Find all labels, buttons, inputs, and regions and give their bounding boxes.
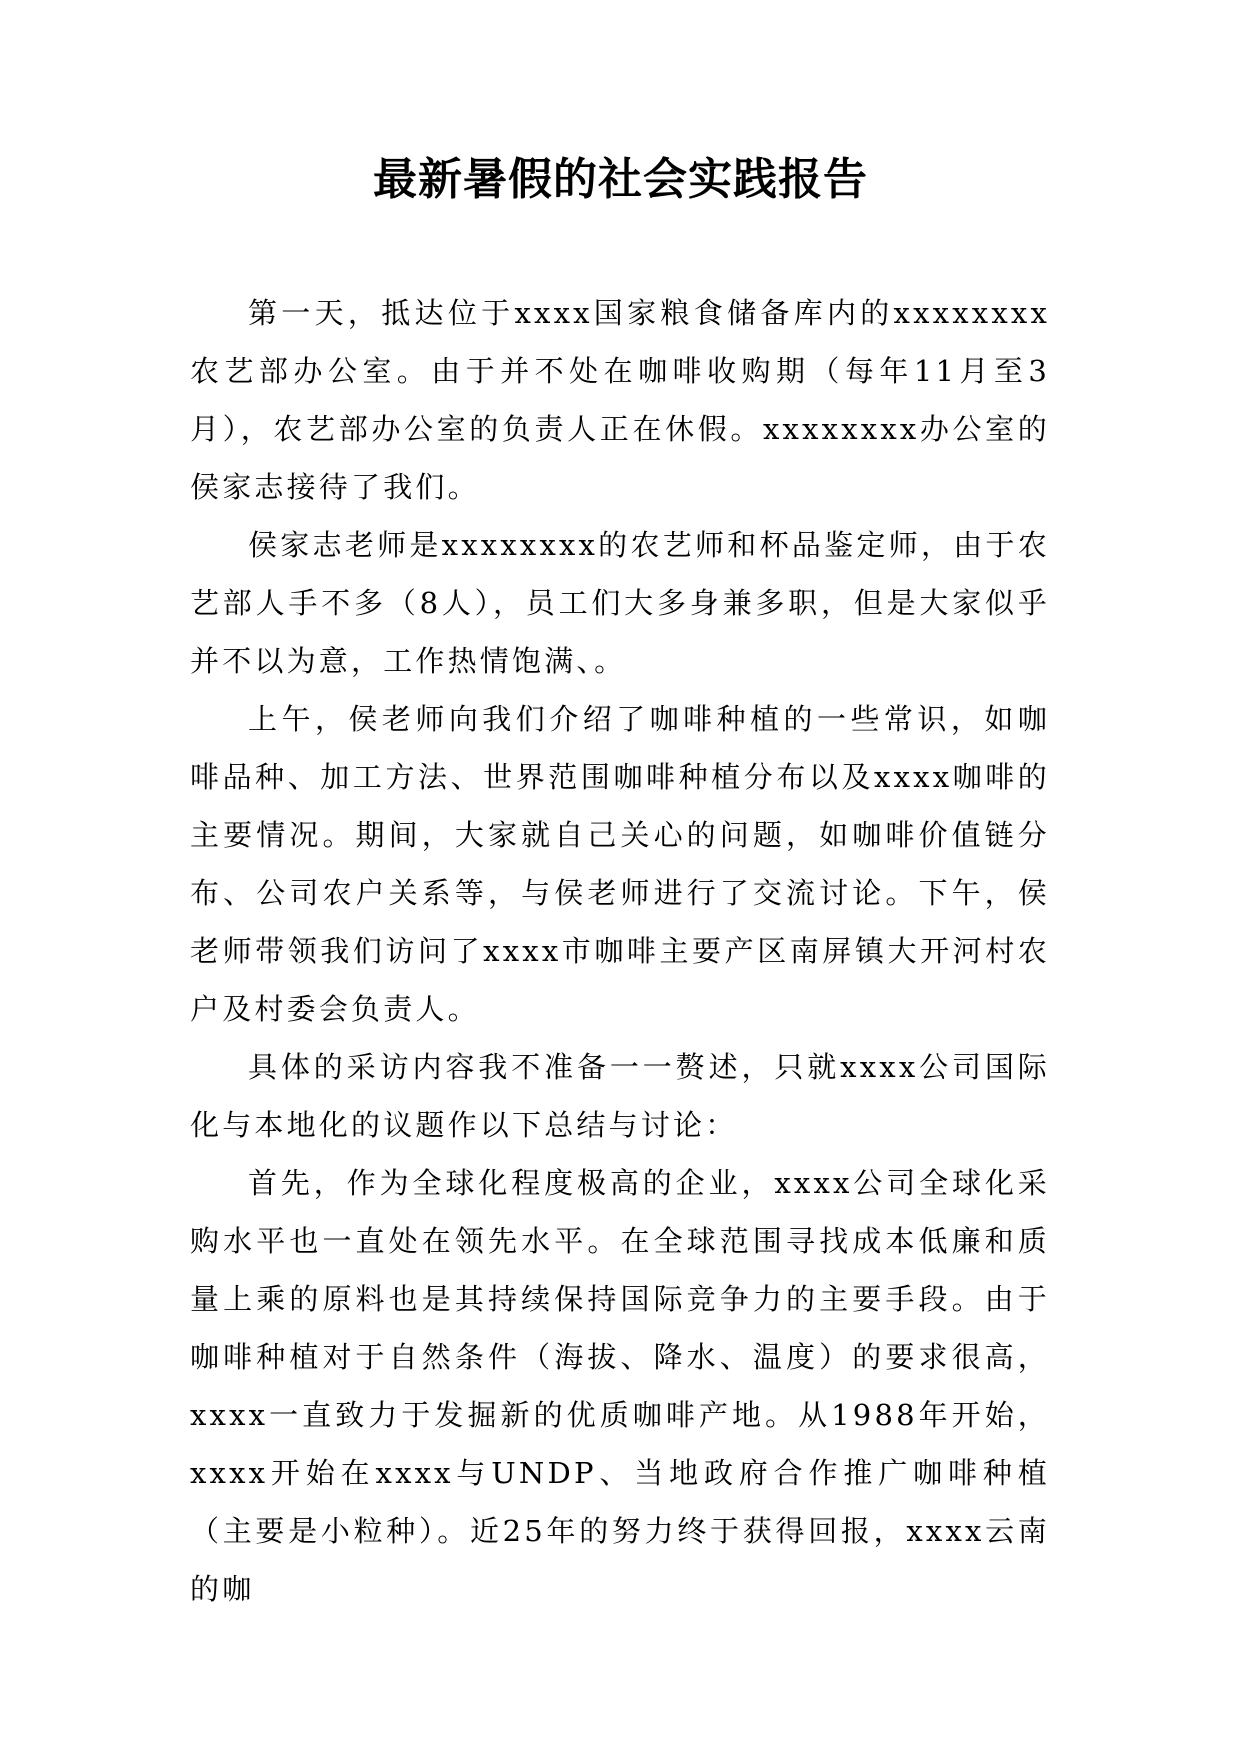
paragraph-2: 侯家志老师是xxxxxxxx的农艺师和杯品鉴定师，由于农艺部人手不多（8人），员工们大多身兼多职，但是大家似乎并不以为意，工作热情饱满、。	[190, 528, 1050, 678]
document-title: 最新暑假的社会实践报告	[373, 154, 868, 205]
paragraph-1: 第一天，抵达位于xxxx国家粮食储备库内的xxxxxxxx农艺部办公室。由于并不处在咖啡收购期（每年11月至3月），农艺部办公室的负责人正在休假。xxxxxxxx办公室的侯家志接待了我们。	[190, 296, 1050, 504]
paragraph-4: 具体的采访内容我不准备一一赘述，只就xxxx公司国际化与本地化的议题作以下总结与讨论：	[190, 1050, 1050, 1142]
document-body	[190, 284, 1050, 1618]
paragraph-3: 上午，侯老师向我们介绍了咖啡种植的一些常识，如咖啡品种、加工方法、世界范围咖啡种植分布以及xxxx咖啡的主要情况。期间，大家就自己关心的问题，如咖啡价值链分布、公司农户关系等，与侯老师进行了交流讨论。下午，侯老师带领我们访问了xxxx市咖啡主要产区南屏镇大开河村农户及村委会负责人。	[190, 702, 1050, 1026]
paragraph-5: 首先，作为全球化程度极高的企业，xxxx公司全球化采购水平也一直处在领先水平。在全球范围寻找成本低廉和质量上乘的原料也是其持续保持国际竞争力的主要手段。由于咖啡种植对于自然条件（海拔、降水、温度）的要求很高，xxxx一直致力于发掘新的优质咖啡产地。从1988年开始，xxxx开始在xxxx与UNDP、当地政府合作推广咖啡种植（主要是小粒种）。近25年的努力终于获得回报，xxxx云南的咖	[190, 1166, 1050, 1606]
